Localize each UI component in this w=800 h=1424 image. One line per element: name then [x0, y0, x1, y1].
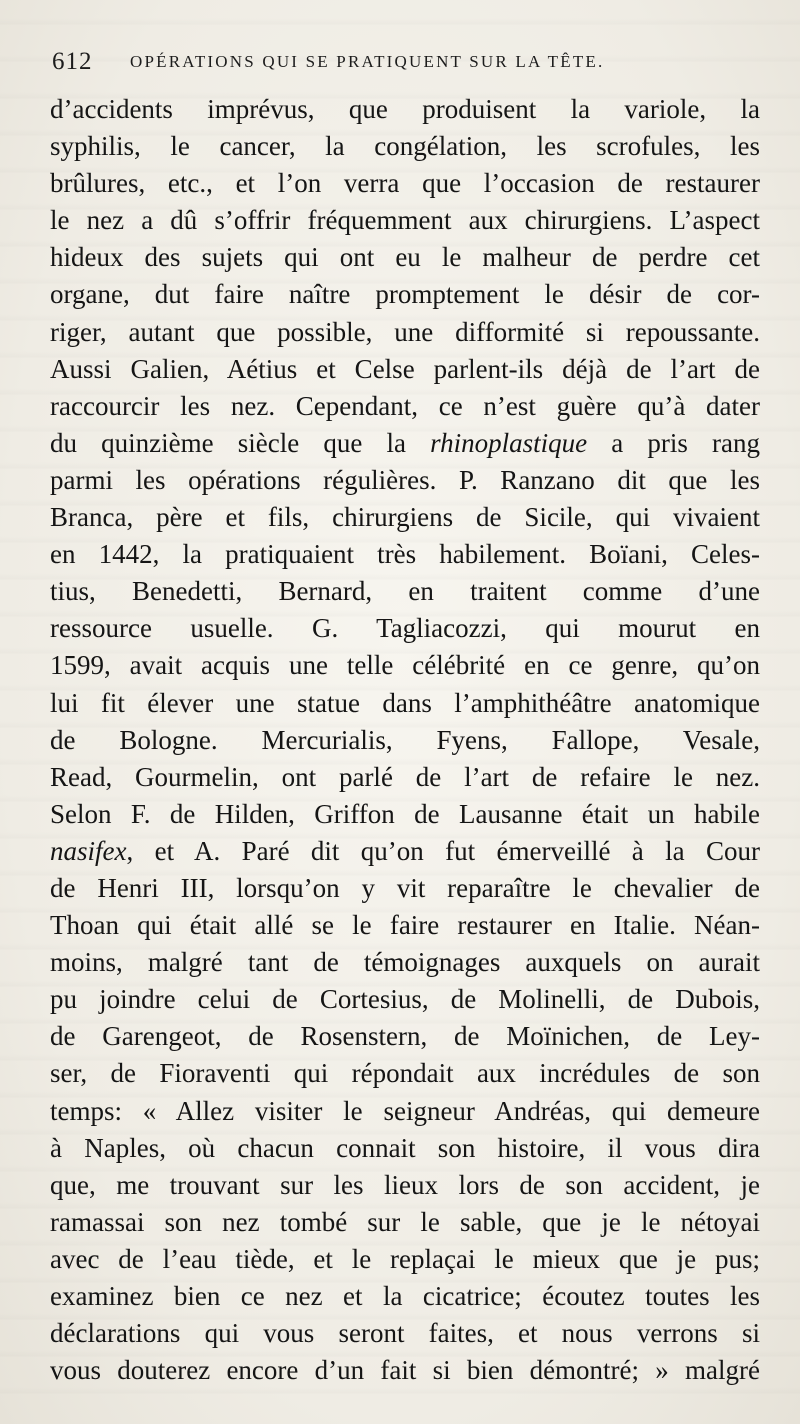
text-segment: de Henri III, lorsqu’on y vit reparaître le chevalier de [50, 872, 760, 903]
text-line [50, 796, 760, 833]
text-line [50, 1278, 760, 1315]
text-segment: organe, dut faire naître promptement le désir de cor- [50, 279, 760, 310]
text-segment: de Garengeot, de Rosenstern, de Moïnichen, de Ley- [50, 1021, 760, 1052]
text-segment: ressource usuelle. G. Tagliacozzi, qui mourut en [50, 613, 760, 644]
text-segment: hideux des sujets qui ont eu le malheur de perdre cet [50, 242, 760, 273]
text-line [50, 759, 760, 796]
text-line [50, 91, 760, 128]
text-segment: temps: « Allez visiter le seigneur Andréas, qui demeure [50, 1095, 760, 1126]
page-number: 612 [52, 48, 93, 75]
text-segment: , et A. Paré dit qu’on fut émerveillé à la Cour [126, 835, 760, 866]
text-line [50, 314, 760, 351]
text-line [50, 536, 760, 573]
text-segment: Branca, père et fils, chirurgiens de Sicile, qui vivaient [50, 502, 760, 533]
text-segment: que, me trouvant sur les lieux lors de son accident, je [50, 1169, 760, 1200]
text-line [50, 1241, 760, 1278]
text-segment: brûlures, etc., et l’on verra que l’occasion de restaurer [50, 168, 760, 199]
text-segment: Read, Gourmelin, ont parlé de l’art de refaire le nez. [50, 761, 760, 792]
text-segment: vous douterez encore d’un fait si bien démontré; » malgré [50, 1355, 760, 1386]
text-line [50, 1055, 760, 1092]
text-segment: pu joindre celui de Cortesius, de Molinelli, de Dubois, [50, 984, 760, 1015]
text-line [50, 202, 760, 239]
text-line [50, 1167, 760, 1204]
text-line [50, 573, 760, 610]
text-line [50, 685, 760, 722]
text-line [50, 722, 760, 759]
text-line [50, 1018, 760, 1055]
text-segment: riger, autant que possible, une difformité si repoussante. [50, 316, 760, 347]
text-line [50, 425, 760, 462]
text-line [50, 499, 760, 536]
text-line [50, 907, 760, 944]
text-line [50, 351, 760, 388]
text-line [50, 165, 760, 202]
text-segment: tius, Benedetti, Bernard, en traitent comme d’une [50, 576, 760, 607]
text-line [50, 1315, 760, 1352]
text-segment: en 1442, la pratiquaient très habilement. Boïani, Celes- [50, 539, 760, 570]
text-line [50, 462, 760, 499]
text-line [50, 1130, 760, 1167]
text-line [50, 870, 760, 907]
text-segment: le nez a dû s’offrir fréquemment aux chirurgiens. L’aspect [50, 205, 760, 236]
text-line [50, 239, 760, 276]
text-segment: déclarations qui vous seront faites, et nous verrons si [50, 1318, 760, 1349]
text-segment: raccourcir les nez. Cependant, ce n’est guère qu’à dater [50, 390, 760, 421]
italic-term: rhinoplastique [430, 427, 588, 458]
text-segment: d’accidents imprévus, que produisent la variole, la [50, 94, 760, 124]
text-segment: lui fit élever une statue dans l’amphithéâtre anatomique [50, 687, 760, 718]
text-line [50, 388, 760, 425]
text-segment: a pris rang [587, 427, 760, 458]
text-line [50, 610, 760, 647]
text-segment: 1599, avait acquis une telle célébrité en ce genre, qu’on [50, 650, 760, 681]
text-segment: Selon F. de Hilden, Griffon de Lausanne était un habile [50, 798, 760, 829]
text-segment: avec de l’eau tiède, et le replaçai le mieux que je pus; [50, 1243, 760, 1274]
running-title: OPÉRATIONS QUI SE PRATIQUENT SUR LA TÊTE. [130, 52, 605, 71]
text-line [50, 1204, 760, 1241]
text-segment: syphilis, le cancer, la congélation, les scrofules, les [50, 131, 760, 162]
text-segment: à Naples, où chacun connait son histoire, il vous dira [50, 1132, 760, 1163]
running-header [52, 48, 752, 78]
text-segment: examinez bien ce nez et la cicatrice; écoutez toutes les [50, 1281, 760, 1311]
text-segment: ser, de Fioraventi qui répondait aux incrédules de son [50, 1058, 760, 1089]
text-line [50, 276, 760, 313]
text-segment: de Bologne. Mercurialis, Fyens, Fallope, Vesale, [50, 724, 760, 755]
text-segment: parmi les opérations régulières. P. Ranzano dit que les [50, 464, 760, 495]
text-segment: Aussi Galien, Aétius et Celse parlent-ils déjà de l’art de [50, 353, 760, 384]
text-line [50, 647, 760, 684]
text-line [50, 128, 760, 165]
text-line [50, 1093, 760, 1130]
text-line [50, 833, 760, 870]
body-text [50, 91, 760, 1389]
text-line [50, 944, 760, 981]
text-line [50, 981, 760, 1018]
italic-term: nasifex [50, 835, 127, 866]
text-segment: du quinzième siècle que la [50, 427, 431, 458]
text-segment: Thoan qui était allé se le faire restaurer en Italie. Néan- [50, 910, 760, 941]
text-segment: ramassai son nez tombé sur le sable, que je le nétoyai [50, 1206, 760, 1237]
text-line [50, 1352, 760, 1389]
text-segment: moins, malgré tant de témoignages auxquels on aurait [50, 947, 760, 978]
